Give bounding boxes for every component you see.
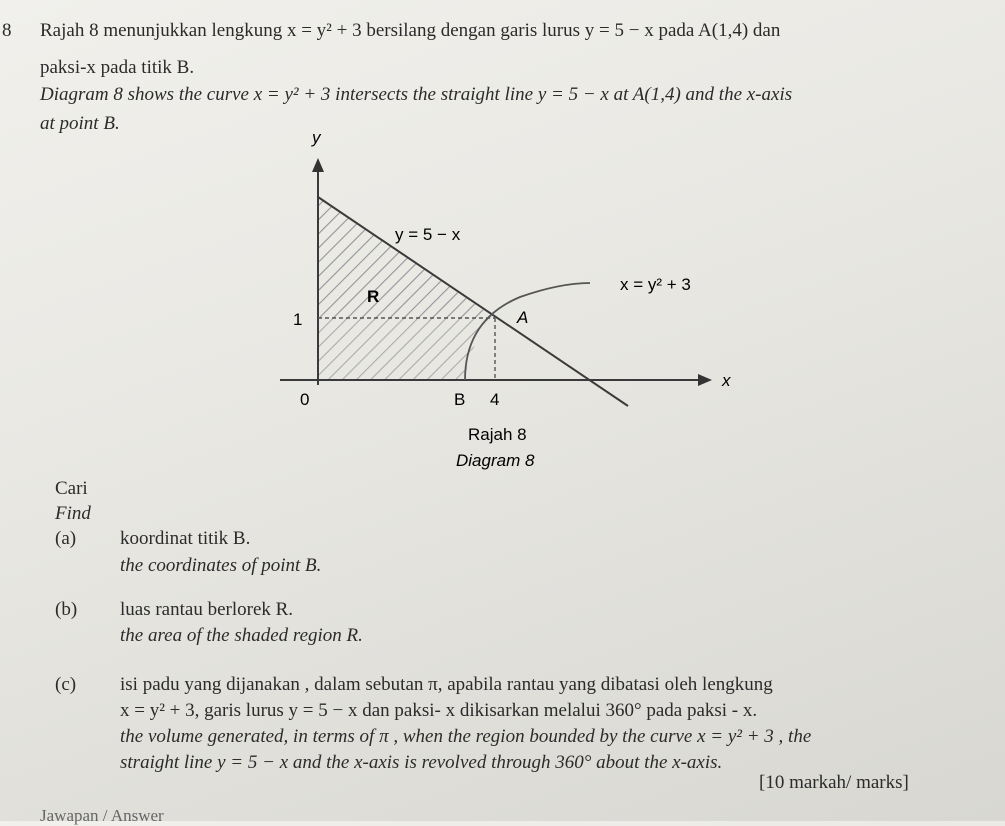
part-c-english-line2: straight line y = 5 − x and the x-axis is revolved through 360° about the x-axis. xyxy=(120,752,723,773)
part-c-english-line1: the volume generated, in terms of π , when the region bounded by the curve x = y² + 3 , the xyxy=(120,726,812,747)
question-malay-line2: paksi-x pada titik B. xyxy=(40,57,195,78)
part-a-label: (a) xyxy=(55,528,77,549)
question-malay-line1: Rajah 8 menunjukkan lengkung x = y² + 3 bersilang dengan garis lurus y = 5 − x pada A(1,4) dan xyxy=(40,20,781,41)
part-c-label: (c) xyxy=(55,674,77,695)
x-axis-label: x xyxy=(722,371,731,390)
x-axis-arrow xyxy=(698,374,712,386)
caption-english: Diagram 8 xyxy=(456,451,535,470)
question-english-line2: at point B. xyxy=(40,113,120,134)
point-a-label: A xyxy=(517,308,529,327)
part-a-english: the coordinates of point B. xyxy=(120,555,322,576)
shaded-region-under-curve xyxy=(318,318,495,380)
part-a-malay: koordinat titik B. xyxy=(120,528,251,549)
curve-label: x = y² + 3 xyxy=(620,275,691,294)
marks-label: [10 markah/ marks] xyxy=(759,772,909,793)
line-label: y = 5 − x xyxy=(395,225,461,244)
y-axis-label: y xyxy=(312,128,321,147)
caption-malay: Rajah 8 xyxy=(468,425,527,444)
intro-malay: Cari xyxy=(55,478,88,499)
curve-x-equals-y-squared-plus-3 xyxy=(465,283,590,380)
point-b-label: B xyxy=(454,390,466,409)
part-c-malay-line1: isi padu yang dijanakan , dalam sebutan π, apabila rantau yang dibatasi oleh lengkung xyxy=(120,674,773,695)
intro-english: Find xyxy=(55,503,91,524)
tick-x-4-label: 4 xyxy=(490,390,500,409)
origin-label: 0 xyxy=(300,390,310,409)
part-c-malay-line2: x = y² + 3, garis lurus y = 5 − x dan paksi- x dikisarkan melalui 360° pada paksi - x. xyxy=(120,700,758,721)
question-number: 8 xyxy=(2,20,12,41)
question-english-line1: Diagram 8 shows the curve x = y² + 3 intersects the straight line y = 5 − x at A(1,4) and the x-axis xyxy=(40,84,793,105)
part-b-label: (b) xyxy=(55,599,78,620)
region-r-label: R xyxy=(367,287,380,306)
answer-heading: Jawapan / Answer xyxy=(40,806,164,825)
y-axis-arrow xyxy=(312,158,324,172)
part-b-malay: luas rantau berlorek R. xyxy=(120,599,294,620)
tick-y-1-label: 1 xyxy=(293,310,303,329)
part-b-english: the area of the shaded region R. xyxy=(120,625,363,646)
